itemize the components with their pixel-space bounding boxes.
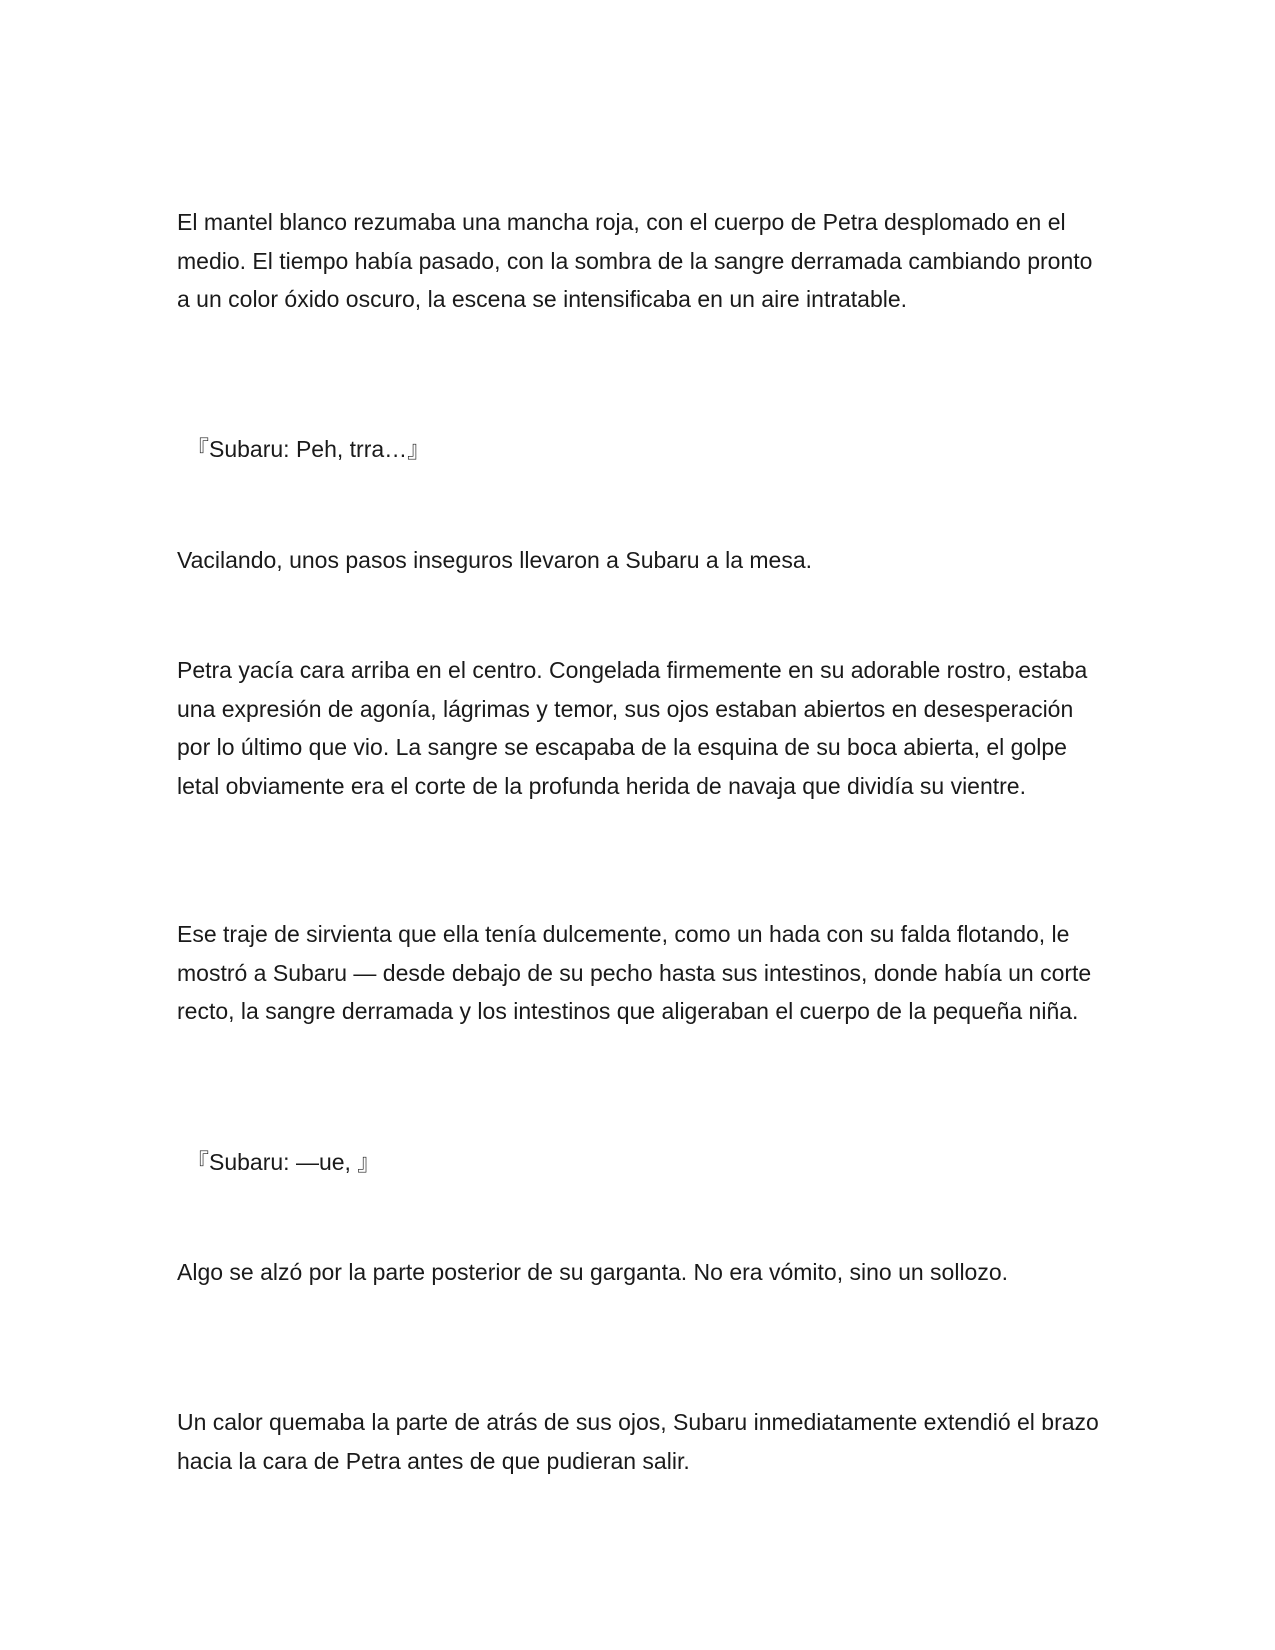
narrative-paragraph: Ese traje de sirvienta que ella tenía dulcemente, como un hada con su falda flotando, le mostró a Subaru — desde debajo de su pecho hasta sus intestinos, donde había un corte recto, la sangre derramada y los intestinos que aligeraban el cuerpo de la pequeña niña. — [177, 921, 1092, 1024]
dialogue-line: 『Subaru: —ue, 』 — [186, 1149, 381, 1175]
narrative-paragraph: Vacilando, unos pasos inseguros llevaron a Subaru a la mesa. — [177, 547, 813, 573]
narrative-paragraph: Un calor quemaba la parte de atrás de sus ojos, Subaru inmediatamente extendió el brazo hacia la cara de Petra antes de que pudieran salir. — [177, 1409, 1099, 1474]
narrative-paragraph: Algo se alzó por la parte posterior de su garganta. No era vómito, sino un sollozo. — [177, 1259, 1009, 1285]
narrative-paragraph: Petra yacía cara arriba en el centro. Congelada firmemente en su adorable rostro, estaba una expresión de agonía, lágrimas y temor, sus ojos estaban abiertos en desesperación por lo último que vio. La sangre se escapaba de la esquina de su boca abierta, el golpe letal obviamente era el corte de la profunda herida de navaja que dividía su vientre. — [177, 657, 1088, 799]
narrative-paragraph: El mantel blanco rezumaba una mancha roja, con el cuerpo de Petra desplomado en el medio. El tiempo había pasado, con la sombra de la sangre derramada cambiando pronto a un color óxido oscuro, la escena se intensificaba en un aire intratable. — [177, 209, 1093, 312]
dialogue-line: 『Subaru: Peh, trra…』 — [186, 436, 431, 462]
